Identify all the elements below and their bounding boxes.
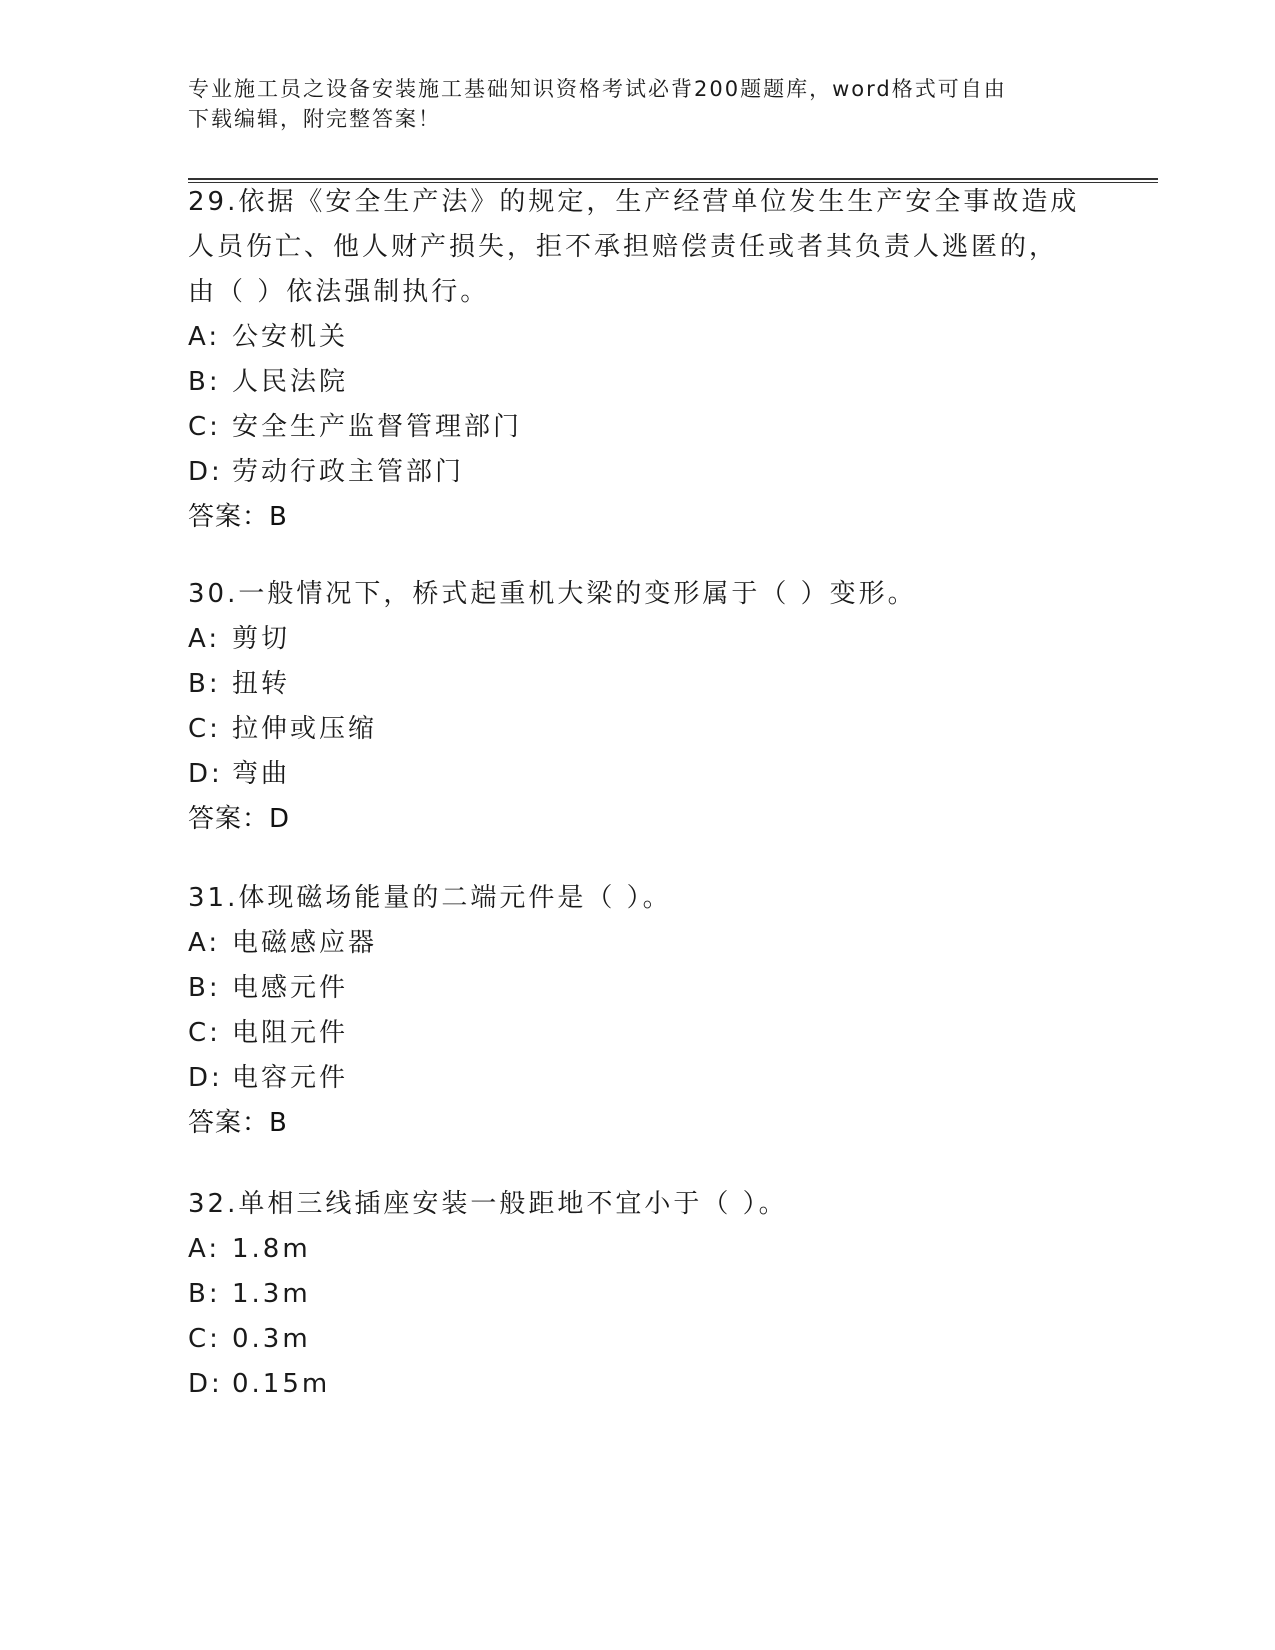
stem-line: 30.一般情况下，桥式起重机大梁的变形属于（ ）变形。 [188, 579, 917, 609]
option-c: C: 拉伸或压缩 [188, 714, 378, 744]
question-stem [188, 876, 1088, 921]
stem-line: 人员伤亡、他人财产损失，拒不承担赔偿责任或者其负责人逃匿的， [188, 232, 1059, 262]
option-list [188, 1227, 1088, 1407]
option-a: A: 电磁感应器 [188, 928, 378, 958]
answer-line: 答案：B [188, 1108, 288, 1138]
option-b: B: 人民法院 [188, 367, 349, 397]
option-b: B: 扭转 [188, 669, 291, 699]
question-31 [188, 876, 1088, 1146]
option-c: C: 电阻元件 [188, 1018, 349, 1048]
header-line-2: 下载编辑，附完整答案！ [188, 107, 441, 131]
option-c: C: 安全生产监督管理部门 [188, 412, 523, 442]
stem-line: 29.依据《安全生产法》的规定，生产经营单位发生生产安全事故造成 [188, 187, 1080, 217]
option-d: D: 电容元件 [188, 1063, 349, 1093]
option-b: B: 1.3m [188, 1279, 311, 1309]
question-30 [188, 572, 1088, 842]
option-b: B: 电感元件 [188, 973, 349, 1003]
option-d: D: 0.15m [188, 1369, 331, 1399]
option-a: A: 剪切 [188, 624, 291, 654]
question-stem [188, 572, 1088, 617]
option-a: A: 1.8m [188, 1234, 311, 1264]
option-list [188, 315, 1088, 495]
stem-line: 31.体现磁场能量的二端元件是（ ）。 [188, 883, 672, 913]
option-c: C: 0.3m [188, 1324, 311, 1354]
question-29 [188, 180, 1088, 540]
stem-line: 由（ ）依法强制执行。 [188, 277, 490, 307]
answer-line: 答案：D [188, 804, 291, 834]
option-list [188, 617, 1088, 797]
option-d: D: 劳动行政主管部门 [188, 457, 465, 487]
question-stem [188, 180, 1088, 315]
stem-line: 32.单相三线插座安装一般距地不宜小于（ ）。 [188, 1189, 788, 1219]
question-32 [188, 1182, 1088, 1407]
header-line-1: 专业施工员之设备安装施工基础知识资格考试必背200题题库，word格式可自由 [188, 77, 1007, 101]
option-d: D: 弯曲 [188, 759, 291, 789]
option-a: A: 公安机关 [188, 322, 349, 352]
answer-line: 答案：B [188, 502, 288, 532]
document-header [188, 74, 1088, 134]
option-list [188, 921, 1088, 1101]
question-stem [188, 1182, 1088, 1227]
